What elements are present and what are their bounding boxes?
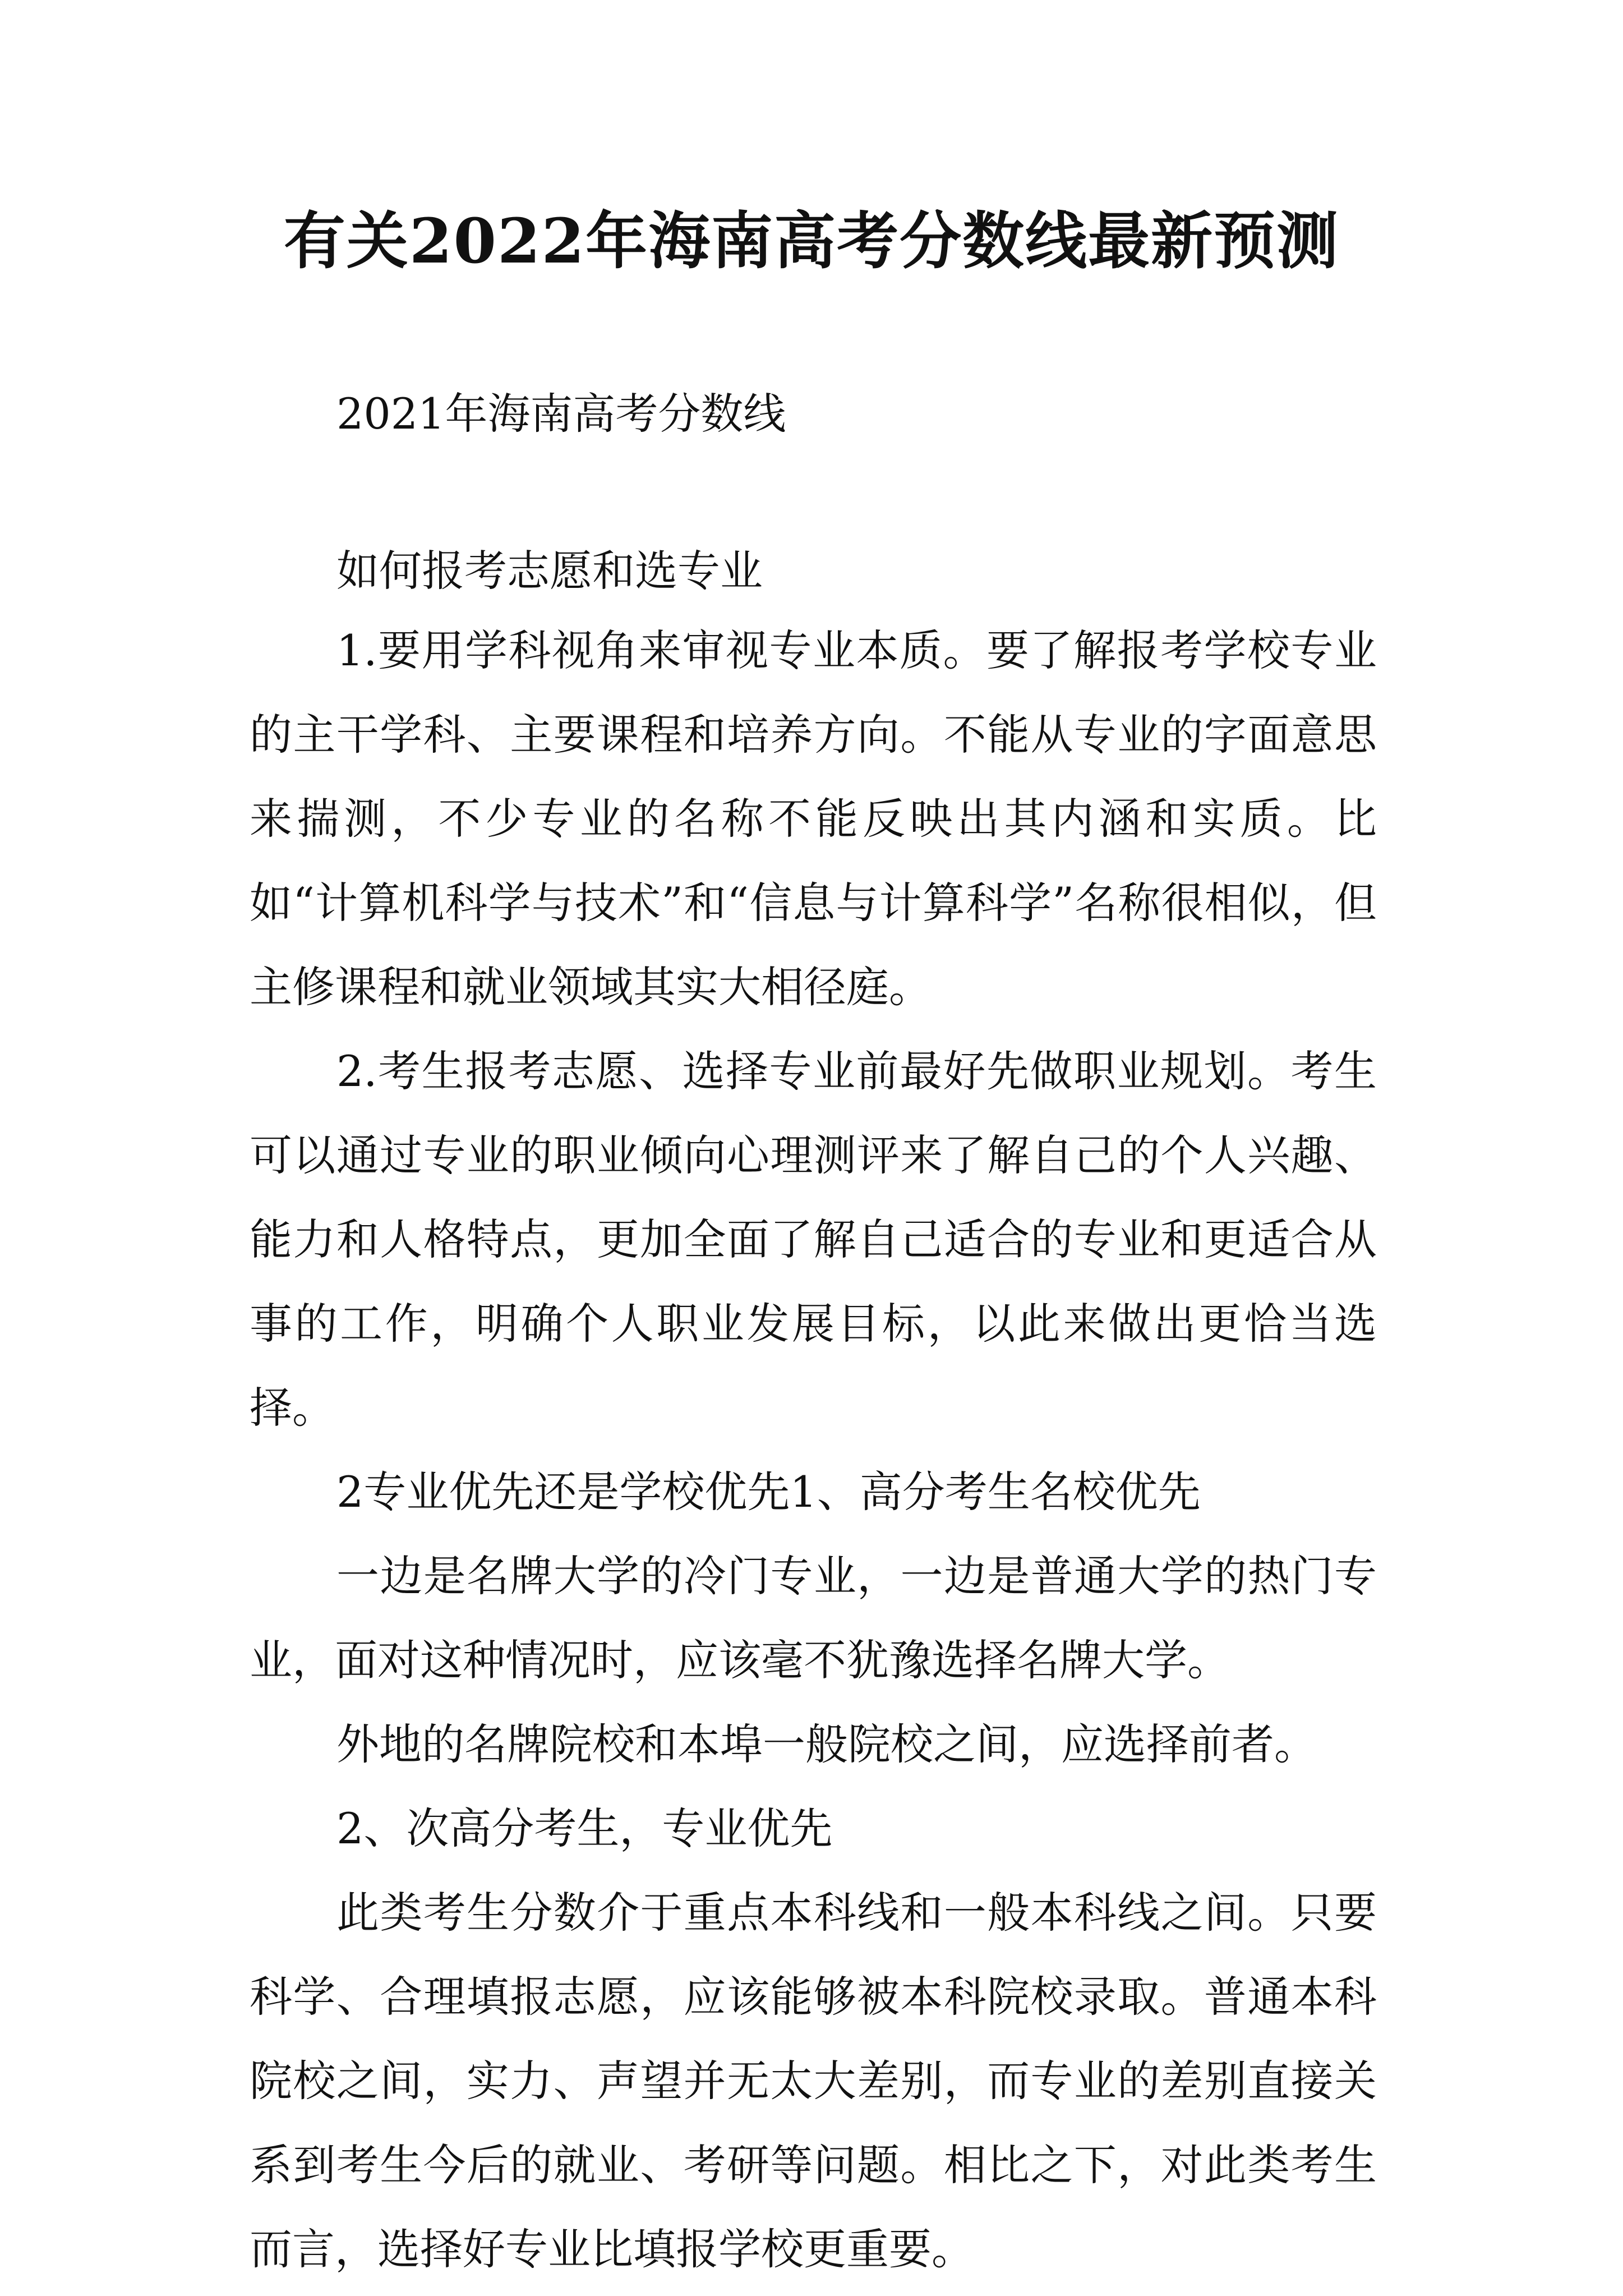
document-body	[250, 609, 1377, 2292]
subheading-score-line-2021: 2021年海南高考分数线	[336, 389, 786, 439]
paragraph-4: 一边是名牌大学的冷门专业，一边是普通大学的热门专业，面对这种情况时，应该毫不犹豫选择名牌大学。	[250, 1551, 1377, 1685]
paragraph-7: 此类考生分数介于重点本科线和一般本科线之间。只要科学、合理填报志愿，应该能够被本科院校录取。普通本科院校之间，实力、声望并无太大差别，而专业的差别直接关系到考生今后的就业、考研等问题。相比之下，对此类考生而言，选择好专业比填报学校更重要。	[250, 1888, 1377, 2274]
paragraph-3: 2专业优先还是学校优先1、高分考生名校优先	[336, 1467, 1201, 1517]
subheading-how-to-apply: 如何报考志愿和选专业	[336, 546, 763, 596]
paragraph-5: 外地的名牌院校和本埠一般院校之间，应选择前者。	[336, 1719, 1317, 1769]
paragraph-1: 1.要用学科视角来审视专业本质。要了解报考学校专业的主干学科、主要课程和培养方向。不能从专业的字面意思来揣测，不少专业的名称不能反映出其内涵和实质。比如“计算机科学与技术”和“信息与计算科学”名称很相似，但主修课程和就业领域其实大相径庭。	[250, 625, 1377, 1012]
paragraph-6: 2、次高分考生，专业优先	[336, 1803, 833, 1853]
document-title: 有关2022年海南高考分数线最新预测	[283, 205, 1340, 277]
paragraph-2: 2.考生报考志愿、选择专业前最好先做职业规划。考生可以通过专业的职业倾向心理测评来了解自己的个人兴趣、能力和人格特点，更加全面了解自己适合的专业和更适合从事的工作，明确个人职业发展目标，以此来做出更恰当选择。	[250, 1046, 1377, 1433]
